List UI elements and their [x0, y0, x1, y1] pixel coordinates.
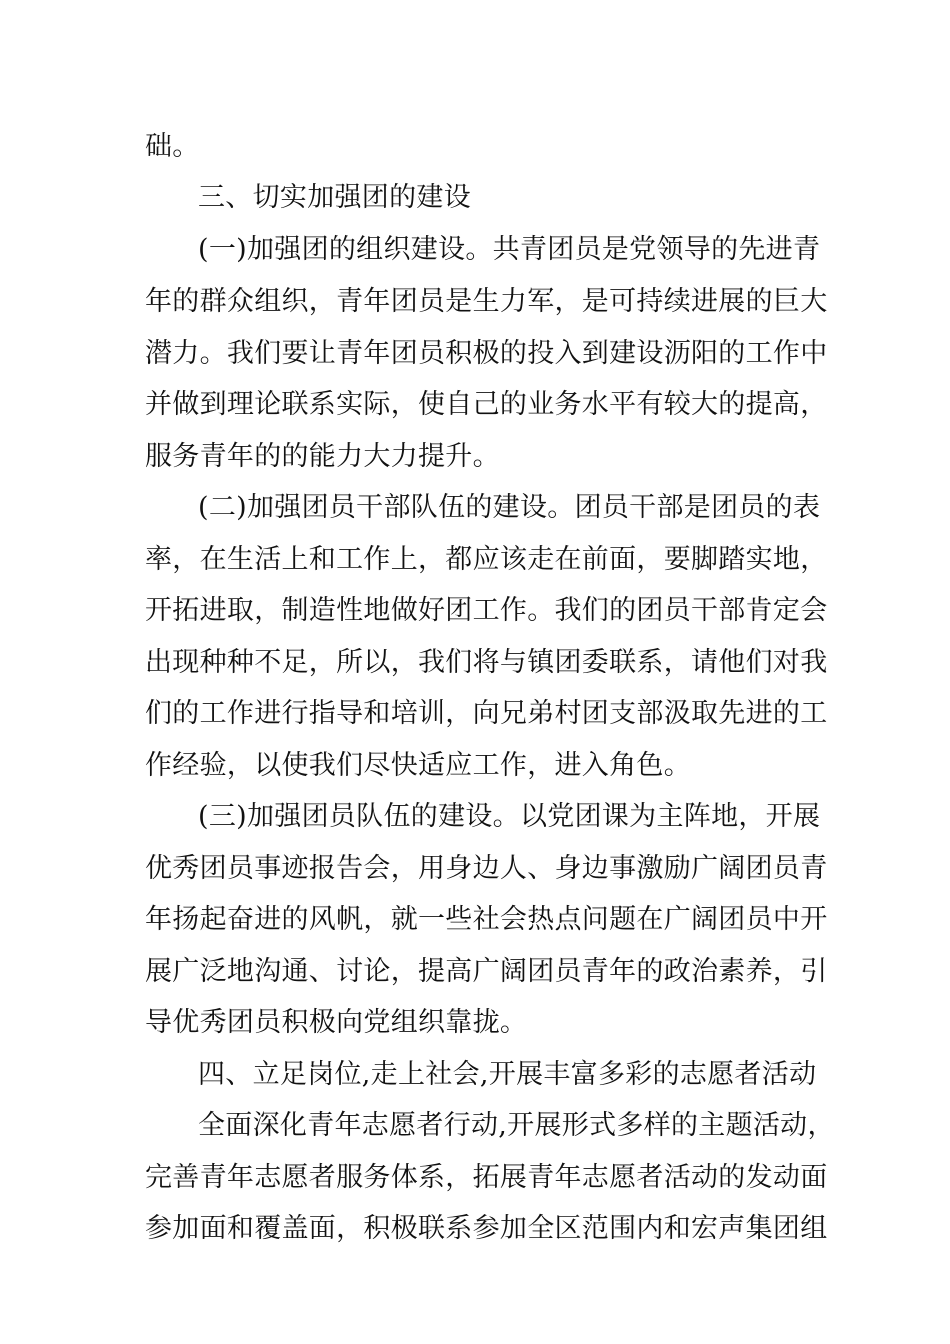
- paragraph-2-line-6: 作经验，以使我们尽快适应工作，进入角色。: [145, 750, 691, 781]
- paragraph-4-line-2: 完善青年志愿者服务体系，拓展青年志愿者活动的发动面: [145, 1162, 828, 1193]
- paragraph-1-line-1: (一)加强团的组织建设。共青团员是党领导的先进青: [198, 234, 821, 265]
- paragraph-3-line-4: 展广泛地沟通、讨论，提高广阔团员青年的政治素养，引: [145, 956, 828, 987]
- paragraph-1-line-2: 年的群众组织，青年团员是生力军，是可持续进展的巨大: [145, 286, 828, 317]
- paragraph-3-line-5: 导优秀团员积极向党组织靠拢。: [145, 1007, 528, 1038]
- paragraph-2-line-2: 率，在生活上和工作上，都应该走在前面，要脚踏实地，: [145, 544, 828, 575]
- paragraph-2-line-1: (二)加强团员干部队伍的建设。团员干部是团员的表: [198, 492, 821, 523]
- paragraph-1-line-3: 潜力。我们要让青年团员积极的投入到建设沥阳的工作中: [145, 338, 828, 369]
- paragraph-1-line-4: 并做到理论联系实际，使自己的业务水平有较大的提高，: [145, 389, 828, 420]
- paragraph-1-line-5: 服务青年的的能力大力提升。: [145, 441, 500, 472]
- paragraph-2-line-3: 开拓进取，制造性地做好团工作。我们的团员干部肯定会: [145, 595, 828, 626]
- paragraph-3-line-1: (三)加强团员队伍的建设。以党团课为主阵地，开展: [198, 801, 821, 832]
- text-line-1: 础。: [145, 131, 200, 162]
- paragraph-3-line-3: 年扬起奋进的风帆，就一些社会热点问题在广阔团员中开: [145, 904, 828, 935]
- section-heading-3: 三、切实加强团的建设: [198, 182, 471, 213]
- section-heading-4: 四、立足岗位,走上社会,开展丰富多彩的志愿者活动: [198, 1059, 817, 1090]
- paragraph-2-line-4: 出现种种不足，所以，我们将与镇团委联系，请他们对我: [145, 647, 828, 678]
- paragraph-4-line-3: 参加面和覆盖面，积极联系参加全区范围内和宏声集团组: [145, 1213, 828, 1244]
- paragraph-2-line-5: 们的工作进行指导和培训，向兄弟村团支部汲取先进的工: [145, 698, 828, 729]
- paragraph-3-line-2: 优秀团员事迹报告会，用身边人、身边事激励广阔团员青: [145, 853, 828, 884]
- paragraph-4-line-1: 全面深化青年志愿者行动,开展形式多样的主题活动，: [198, 1110, 835, 1141]
